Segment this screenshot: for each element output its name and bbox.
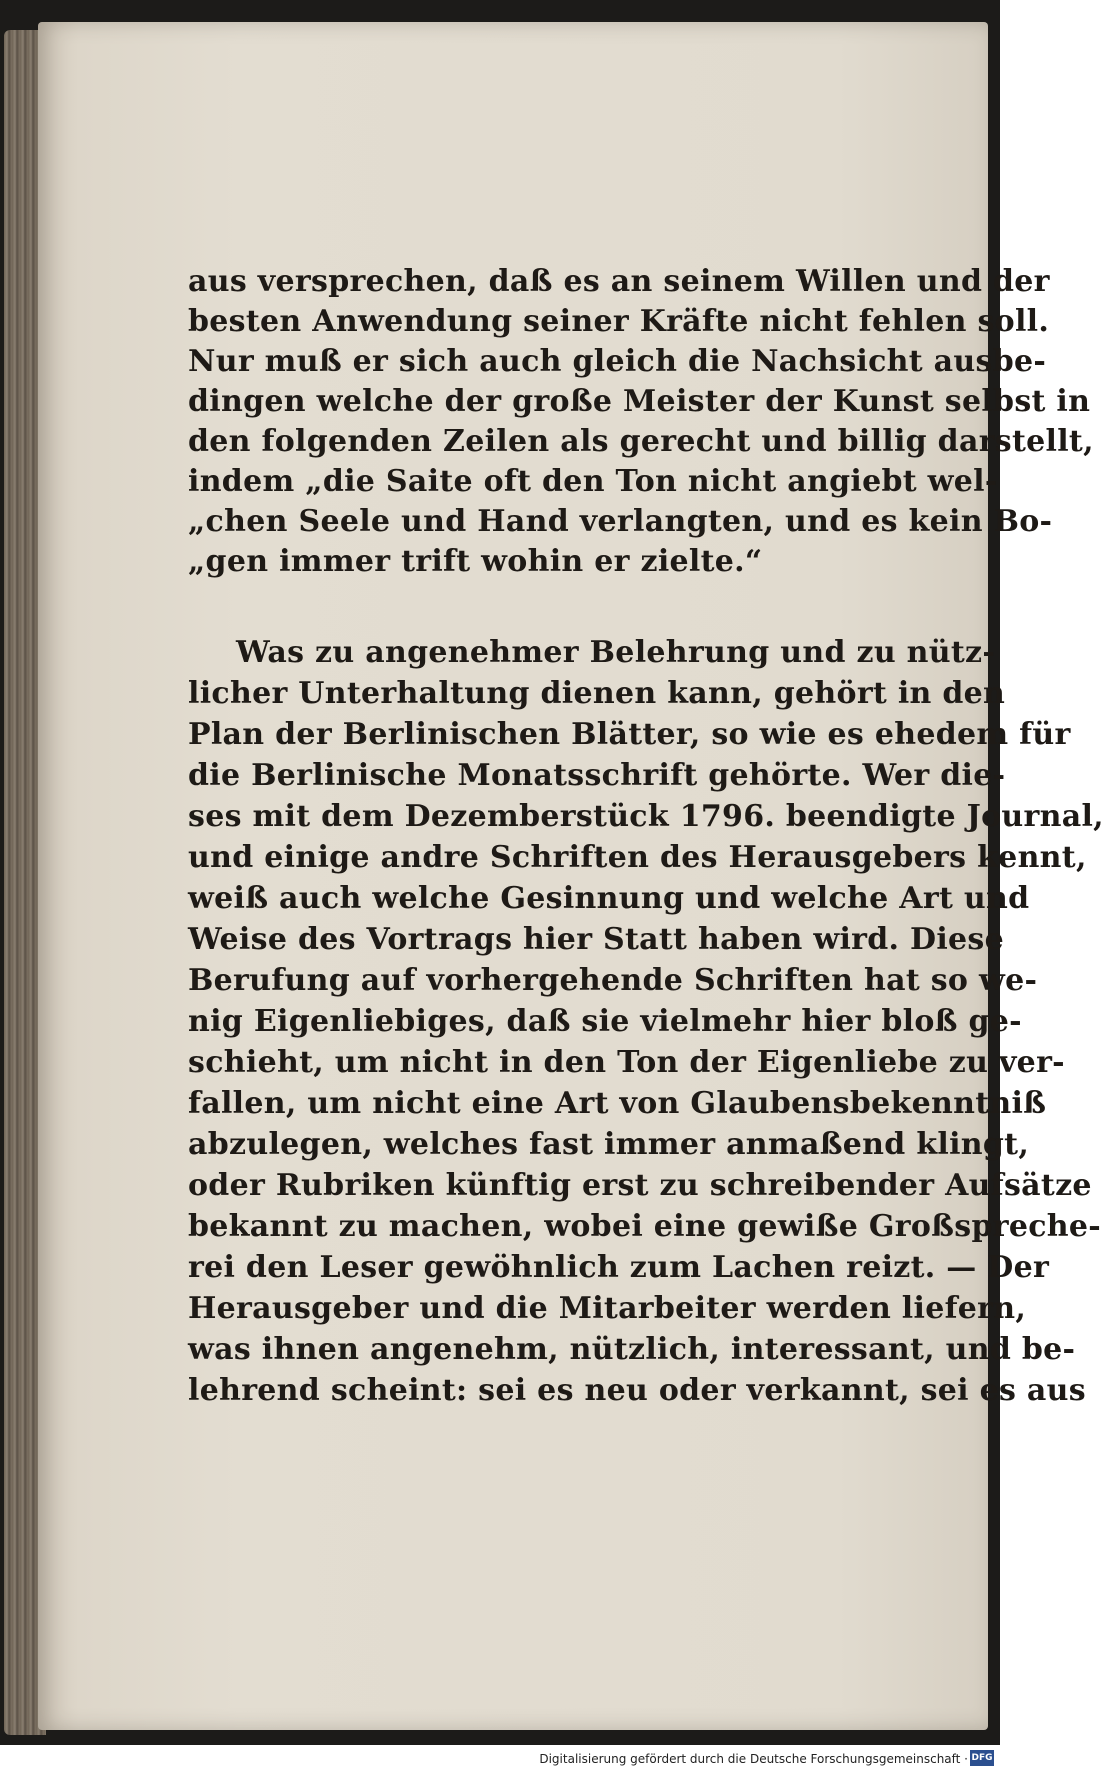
text-line: weiß auch welche Gesinnung und welche Art und [188, 881, 1030, 916]
text-line: indem „die Saite oft den Ton nicht angiebt wel- [188, 464, 998, 499]
text-line: was ihnen angenehm, nützlich, interessant, und be- [188, 1332, 1076, 1367]
text-line: licher Unterhaltung dienen kann, gehört in den [188, 676, 1006, 711]
text-line: lehrend scheint: sei es neu oder verkannt, sei es aus [188, 1373, 1086, 1408]
text-line: Nur muß er sich auch gleich die Nachsicht ausbe- [188, 344, 1047, 379]
paragraph-2 [188, 632, 1104, 1411]
text-line: ses mit dem Dezemberstück 1796. beendigte Journal, [188, 799, 1104, 834]
text-line: „gen immer trift wohin er zielte.“ [188, 544, 763, 579]
text-line: Weise des Vortrags hier Statt haben wird. Diese [188, 922, 1004, 957]
text-line: Was zu angenehmer Belehrung und zu nütz- [236, 635, 996, 670]
text-line: Berufung auf vorhergehende Schriften hat so we- [188, 963, 1038, 998]
text-line: den folgenden Zeilen als gerecht und billig darstellt, [188, 424, 1094, 459]
text-line: bekannt zu machen, wobei eine gewiße Großspreche- [188, 1209, 1102, 1244]
text-line: nig Eigenliebiges, daß sie vielmehr hier bloß ge- [188, 1004, 1022, 1039]
text-line: aus versprechen, daß es an seinem Willen und der [188, 264, 1050, 299]
paragraph-1 [188, 262, 1094, 582]
text-line: dingen welche der große Meister der Kunst selbst in [188, 384, 1091, 419]
digitization-credit: Digitalisierung gefördert durch die Deutsche Forschungsgemeinschaft · [539, 1752, 968, 1766]
text-line: besten Anwendung seiner Kräfte nicht fehlen soll. [188, 304, 1050, 339]
text-line: „chen Seele und Hand verlangten, und es kein Bo- [188, 504, 1053, 539]
text-line: abzulegen, welches fast immer anmaßend klingt, [188, 1127, 1030, 1162]
text-line: oder Rubriken künftig erst zu schreibender Aufsätze [188, 1168, 1092, 1203]
text-line: rei den Leser gewöhnlich zum Lachen reizt. — Der [188, 1250, 1050, 1285]
text-line: Plan der Berlinischen Blätter, so wie es ehedem für [188, 717, 1071, 752]
dfg-logo: DFG [970, 1750, 994, 1766]
text-line: und einige andre Schriften des Herausgebers kennt, [188, 840, 1087, 875]
text-line: schieht, um nicht in den Ton der Eigenliebe zu ver- [188, 1045, 1065, 1080]
text-line: fallen, um nicht eine Art von Glaubensbekenntniß [188, 1086, 1047, 1121]
text-line: Herausgeber und die Mitarbeiter werden liefern, [188, 1291, 1027, 1326]
book-page [38, 22, 1104, 1730]
text-line: die Berlinische Monatsschrift gehörte. Wer die- [188, 758, 1006, 793]
